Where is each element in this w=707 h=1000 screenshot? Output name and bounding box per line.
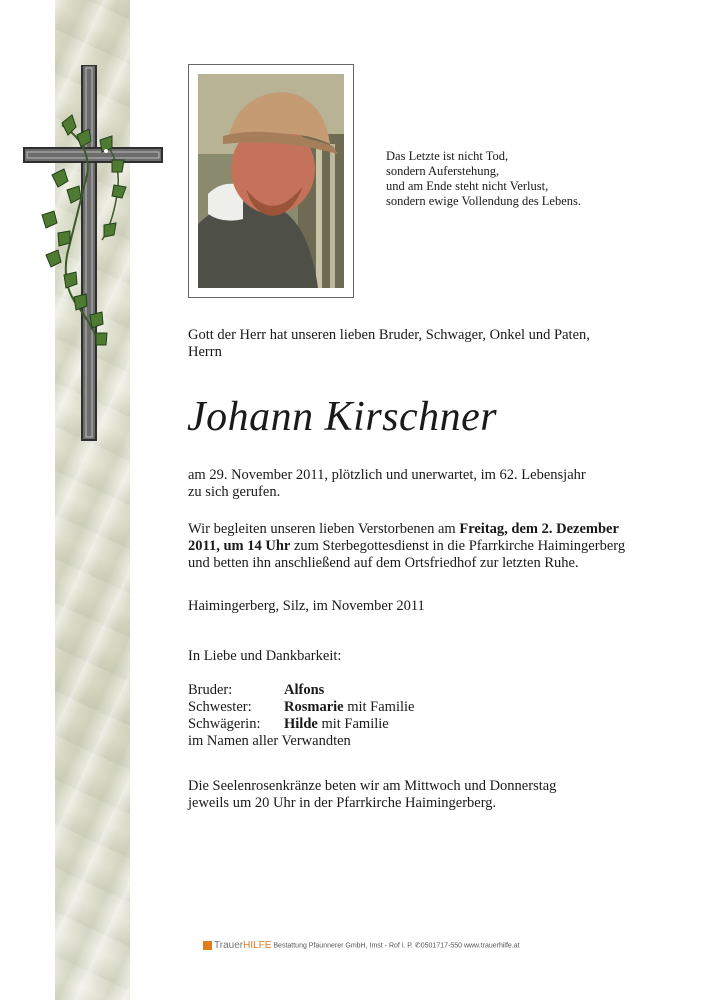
- rosary-line: Die Seelenrosenkränze beten wir am Mittwoch und Donnerstag: [188, 778, 557, 794]
- death-notice: [188, 467, 586, 501]
- gratitude-line: In Liebe und Dankbarkeit:: [188, 648, 342, 664]
- relative-label: Schwägerin:: [188, 716, 261, 732]
- relative-row: [188, 716, 389, 733]
- verse-line: und am Ende steht nicht Verlust,: [386, 179, 549, 193]
- death-line: zu sich gerufen.: [188, 484, 281, 500]
- intro-line: Herrn: [188, 344, 222, 360]
- intro-text: [188, 327, 590, 361]
- relative-row: [188, 682, 324, 699]
- relative-label: Schwester:: [188, 699, 252, 715]
- portrait-photo: [198, 74, 344, 288]
- funeral-text: Wir begleiten unseren lieben Verstorbenen am: [188, 521, 460, 537]
- relative-suffix: mit Familie: [343, 699, 415, 715]
- verse-line: Das Letzte ist nicht Tod,: [386, 149, 509, 163]
- funeral-date: Freitag, dem 2. Dezember: [459, 521, 619, 537]
- cross-with-ivy-icon: [22, 65, 172, 445]
- brand-name: TrauerHILFE: [214, 940, 272, 951]
- rosary-line: jeweils um 20 Uhr in der Pfarrkirche Haimingerberg.: [188, 795, 497, 811]
- footer-imprint: [203, 940, 520, 951]
- footer-details: Bestattung Pfaunnerer GmbH, Imst - Rof i. P. ✆0501717-550 www.trauerhilfe.at: [273, 942, 520, 950]
- funeral-notice: [188, 521, 625, 572]
- all-relatives-line: im Namen aller Verwandten: [188, 733, 351, 749]
- relative-name: Alfons: [284, 682, 325, 698]
- funeral-time: 2011, um 14 Uhr: [188, 538, 291, 554]
- funeral-text: zum Sterbegottesdienst in die Pfarrkirche Haimingerberg: [290, 538, 626, 554]
- funeral-text: und betten ihn anschließend auf dem Ortsfriedhof zur letzten Ruhe.: [188, 555, 579, 571]
- deceased-name: Johann Kirschner: [187, 394, 498, 440]
- relative-name: Rosmarie: [284, 699, 344, 715]
- relative-label: Bruder:: [188, 682, 233, 698]
- place-date: Haimingerberg, Silz, im November 2011: [188, 598, 425, 614]
- death-line: am 29. November 2011, plötzlich und unerwartet, im 62. Lebensjahr: [188, 467, 586, 483]
- relative-suffix: mit Familie: [317, 716, 389, 732]
- verse-line: sondern Auferstehung,: [386, 164, 500, 178]
- trauerhilfe-logo-icon: [203, 941, 212, 950]
- relative-name: Hilde: [284, 716, 318, 732]
- rosary-notice: [188, 778, 556, 812]
- memorial-verse: [386, 149, 581, 209]
- relative-row: [188, 699, 414, 716]
- verse-line: sondern ewige Vollendung des Lebens.: [386, 194, 581, 208]
- intro-line: Gott der Herr hat unseren lieben Bruder, Schwager, Onkel und Paten,: [188, 327, 590, 343]
- portrait-photo-frame: [188, 64, 354, 298]
